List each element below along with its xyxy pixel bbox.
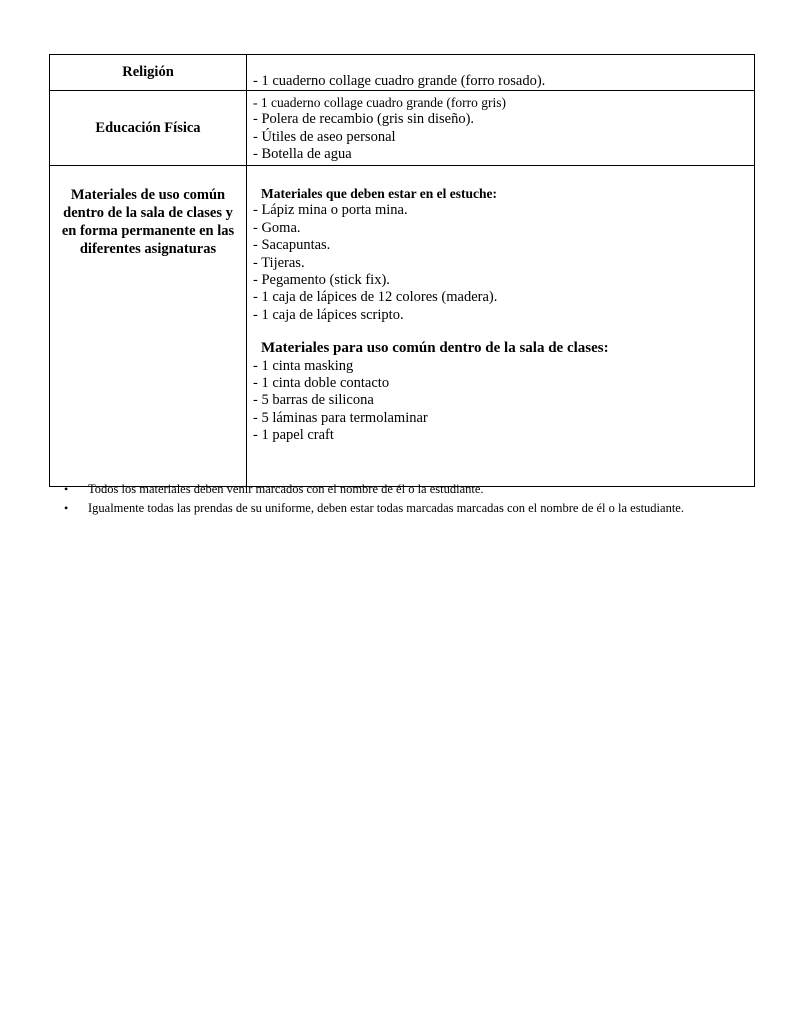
list-item: - Pegamento (stick fix). <box>253 272 390 289</box>
list-item: - 1 caja de lápices de 12 colores (madera). <box>253 289 498 306</box>
estuche-heading: Materiales que deben estar en el estuche: <box>261 186 497 201</box>
subject-educacion-fisica: Educación Física <box>50 91 247 166</box>
sala-heading: Materiales para uso común dentro de la sala de clases: <box>261 340 609 357</box>
list-item: - 1 cuaderno collage cuadro grande (forro rosado). <box>253 72 546 89</box>
table-row-materiales-comunes <box>50 166 755 487</box>
list-item: - Goma. <box>253 219 301 236</box>
list-item: - Sacapuntas. <box>253 237 331 254</box>
note-text: Todos los materiales deben venir marcados con el nombre de él o la estudiante. <box>88 482 484 496</box>
list-item: - Útiles de aseo personal <box>253 128 396 145</box>
note-item <box>64 482 724 498</box>
list-item: - Tijeras. <box>253 254 305 271</box>
table-row-religion <box>50 55 755 91</box>
supply-list-table <box>49 54 755 487</box>
list-item: - 1 cinta doble contacto <box>253 375 390 392</box>
list-item: - 1 caja de lápices scripto. <box>253 306 404 323</box>
list-item: - Polera de recambio (gris sin diseño). <box>253 111 475 128</box>
list-item: - 1 papel craft <box>253 427 334 444</box>
items-materiales-comunes <box>247 166 755 487</box>
table-row-educacion-fisica <box>50 91 755 166</box>
subject-religion: Religión <box>50 55 247 91</box>
note-text: Igualmente todas las prendas de su uniforme, deben estar todas marcadas marcadas con el nombre de él o la estudiante. <box>88 500 684 515</box>
bullet-icon: • <box>64 482 69 496</box>
list-item: - Lápiz mina o porta mina. <box>253 202 408 219</box>
note-item <box>64 501 724 517</box>
subject-materiales-comunes: Materiales de uso común dentro de la sala de clases y en forma permanente en las diferentes asignaturas <box>50 166 247 487</box>
list-item: - Botella de agua <box>253 146 352 163</box>
list-item: - 1 cuaderno collage cuadro grande (forro gris) <box>253 95 507 110</box>
list-item: - 1 cinta masking <box>253 357 354 374</box>
items-religion <box>247 55 755 91</box>
items-educacion-fisica <box>247 91 755 166</box>
notes-list <box>64 482 724 519</box>
list-item: - 5 láminas para termolaminar <box>253 409 428 426</box>
bullet-icon: • <box>64 500 69 515</box>
list-item: - 5 barras de silicona <box>253 392 374 409</box>
